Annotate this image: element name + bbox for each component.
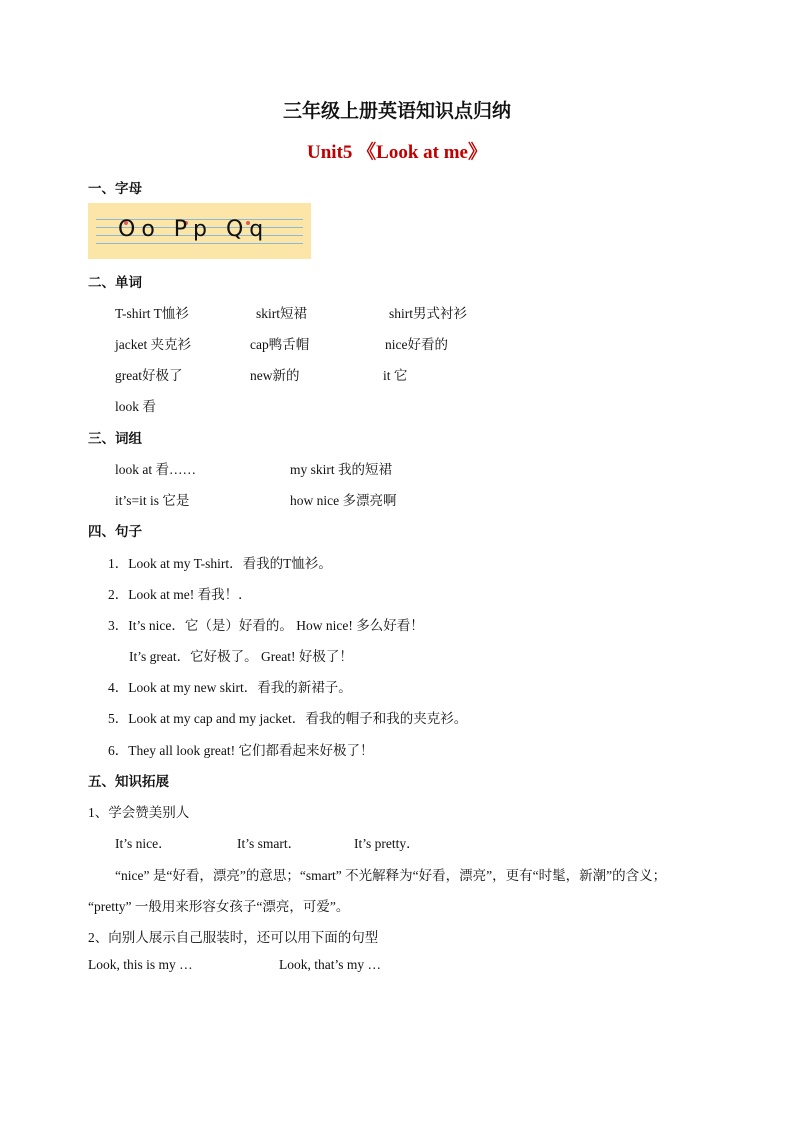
word-item: cap鸭舌帽 xyxy=(250,337,310,352)
section-extension-heading: 五、知识拓展 xyxy=(88,774,169,789)
section-words-heading: 二、单词 xyxy=(88,275,142,290)
extension-subheading: 1、学会赞美别人 xyxy=(88,805,190,820)
word-item: new新的 xyxy=(250,368,300,383)
phrase-item: my skirt 我的短裙 xyxy=(290,462,393,477)
word-item: nice好看的 xyxy=(385,337,448,352)
section-phrases-heading: 三、词组 xyxy=(88,431,142,446)
sentence-item: 2．Look at me! 看我！． xyxy=(108,587,252,602)
example-item: It’s pretty． xyxy=(354,836,420,851)
example-item: Look, that’s my … xyxy=(279,957,381,972)
word-item: it 它 xyxy=(383,368,408,383)
sentence-item: 4．Look at my new skirt．看我的新裙子。 xyxy=(108,680,352,695)
example-item: It’s smart． xyxy=(237,836,302,851)
page-title: 三年级上册英语知识点归纳 xyxy=(282,101,511,122)
word-item: great好极了 xyxy=(115,368,183,383)
letters-image xyxy=(88,203,311,259)
extension-subheading: 2、向别人展示自己服装时，还可以用下面的句型 xyxy=(88,930,379,945)
sentence-item: 6．They all look great! 它们都看起来好极了！ xyxy=(108,743,374,758)
sentence-item: It’s great．它好极了。 Great! 好极了！ xyxy=(129,649,353,664)
example-item: It’s nice． xyxy=(115,836,172,851)
phrase-item: it’s=it is 它是 xyxy=(115,493,190,508)
explanation-line: “nice” 是“好看，漂亮”的意思；“smart” 不光解释为“好看，漂亮”，更有“时髦，新潮”的含义； xyxy=(115,868,667,883)
word-item: T-shirt T恤衫 xyxy=(115,306,189,321)
phrase-item: how nice 多漂亮啊 xyxy=(290,493,397,508)
letters-text: Oo Pp Qq xyxy=(118,217,270,242)
section-letters-heading: 一、字母 xyxy=(88,181,142,196)
explanation-line: “pretty” 一般用来形容女孩子“漂亮，可爱”。 xyxy=(88,899,350,914)
section-sentences-heading: 四、句子 xyxy=(88,524,142,539)
word-item: shirt男式衬衫 xyxy=(389,306,468,321)
word-item: look 看 xyxy=(115,399,156,414)
sentence-item: 5．Look at my cap and my jacket．看我的帽子和我的夹克衫。 xyxy=(108,711,468,726)
unit-title: Unit5 《Look at me》 xyxy=(307,142,487,163)
sentence-item: 3．It’s nice．它（是）好看的。 How nice! 多么好看！ xyxy=(108,618,424,633)
sentence-item: 1．Look at my T-shirt．看我的T恤衫。 xyxy=(108,556,332,571)
word-item: jacket 夹克衫 xyxy=(115,337,192,352)
word-item: skirt短裙 xyxy=(256,306,308,321)
example-item: Look, this is my … xyxy=(88,957,193,972)
phrase-item: look at 看…… xyxy=(115,462,196,477)
